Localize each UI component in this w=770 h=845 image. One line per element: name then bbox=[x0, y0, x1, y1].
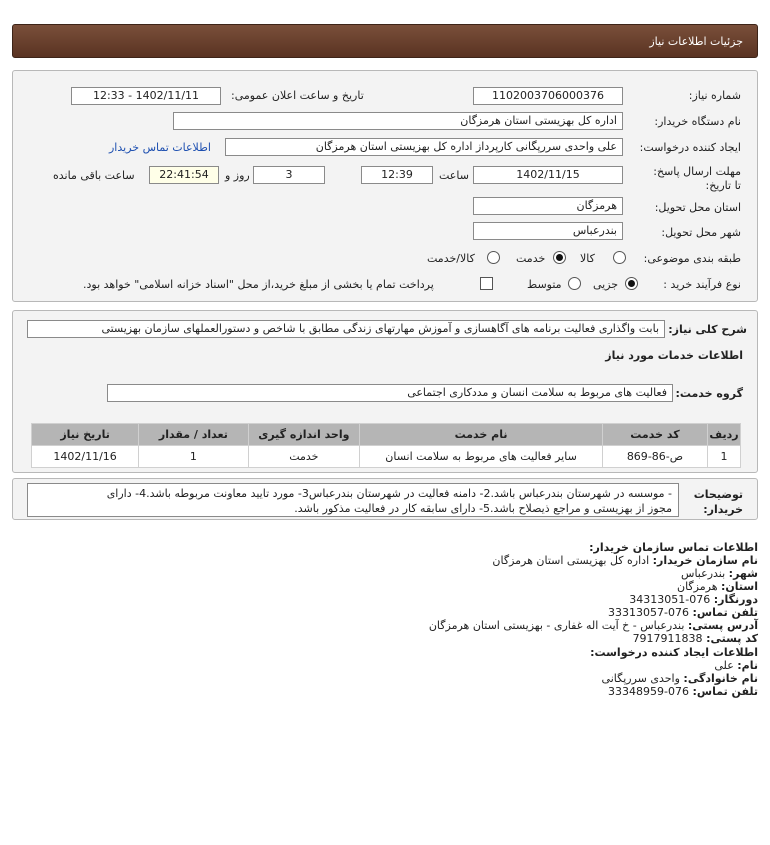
page-header bbox=[12, 24, 758, 58]
process-radio-medium[interactable] bbox=[568, 277, 581, 290]
cell-need-date: 1402/11/16 bbox=[32, 446, 139, 468]
col-header-row: ردیف bbox=[707, 424, 740, 446]
process-option-minor: جزیی bbox=[593, 278, 619, 291]
col-header-quantity: تعداد / مقدار bbox=[139, 424, 248, 446]
service-items-table bbox=[31, 423, 741, 468]
category-radio-goods[interactable] bbox=[613, 251, 626, 264]
creator-name-line: نام: علی bbox=[714, 659, 758, 672]
summary-field: بابت واگذاری فعالیت برنامه های آگاهسازی و آموزش مهارتهای زندگی مطابق با شاخص و دستورالعملهای سازمان بهزیستی bbox=[27, 320, 665, 338]
deadline-date-field: 1402/11/15 bbox=[473, 166, 623, 184]
services-heading: اطلاعات خدمات مورد نیاز bbox=[605, 349, 743, 362]
need-number-field: 1102003706000376 bbox=[473, 87, 623, 105]
category-option-goods: کالا bbox=[580, 252, 595, 265]
deadline-label: مهلت ارسال پاسخ: تا تاریخ: bbox=[653, 165, 741, 192]
buyer-org-label: نام دستگاه خریدار: bbox=[654, 115, 741, 128]
process-type-label: نوع فرآیند خرید : bbox=[663, 278, 741, 291]
category-radio-service[interactable] bbox=[553, 251, 566, 264]
buyer-address-line: آدرس پستی: بندرعباس - خ آیت اله غفاری - بهزیستی استان هرمزگان bbox=[428, 619, 758, 632]
buyer-contact-heading: اطلاعات تماس سازمان خریدار: bbox=[589, 541, 758, 554]
treasury-payment-note: پرداخت تمام یا بخشی از مبلغ خرید،از محل "اسناد خزانه اسلامی" خواهد بود. bbox=[83, 278, 434, 291]
remaining-time-label: ساعت باقی مانده bbox=[53, 169, 135, 182]
buyer-notes-line-1: - موسسه در شهرستان بندرعباس باشد.2- دامنه فعالیت در شهرستان بندرعباس3- مورد تایید معاونت مربوطه باشد.4- دارای bbox=[106, 487, 672, 500]
announce-date-field: 1402/11/11 - 12:33 bbox=[71, 87, 221, 105]
remaining-time-field: 22:41:54 bbox=[149, 166, 219, 184]
category-option-goods-service: کالا/خدمت bbox=[427, 252, 475, 265]
category-label: طبقه بندی موضوعی: bbox=[643, 252, 741, 265]
cell-quantity: 1 bbox=[139, 446, 248, 468]
service-group-label: گروه خدمت: bbox=[675, 387, 743, 400]
table-row bbox=[32, 446, 741, 468]
page-title: جزئیات اطلاعات نیاز bbox=[649, 35, 743, 48]
service-group-field: فعالیت های مربوط به سلامت انسان و مددکاری اجتماعی bbox=[107, 384, 673, 402]
need-details-panel bbox=[12, 70, 758, 302]
buyer-fax-line: دورنگار: 076-34313051 bbox=[629, 593, 758, 606]
buyer-postal-line: کد پستی: 7917911838 bbox=[632, 632, 758, 645]
process-option-medium: متوسط bbox=[527, 278, 562, 291]
province-field: هرمزگان bbox=[473, 197, 623, 215]
days-remaining-field: 3 bbox=[253, 166, 325, 184]
deadline-time-label: ساعت bbox=[439, 169, 469, 182]
buyer-province-line: استان: هرمزگان bbox=[677, 580, 758, 593]
category-option-service: خدمت bbox=[516, 252, 546, 265]
creator-phone-line: تلفن تماس: 076-33348959 bbox=[608, 685, 758, 698]
buyer-notes-label: توضیحات خریدار: bbox=[693, 488, 743, 516]
creator-family-line: نام خانوادگی: واحدی سررپگانی bbox=[601, 672, 758, 685]
col-header-code: کد خدمت bbox=[602, 424, 707, 446]
creator-field: علی واحدی سررپگانی کارپرداز اداره کل بهزیستی استان هرمزگان bbox=[225, 138, 623, 156]
col-header-date: تاریخ نیاز bbox=[32, 424, 139, 446]
creator-contact-heading: اطلاعات ایجاد کننده درخواست: bbox=[590, 646, 758, 659]
city-field: بندرعباس bbox=[473, 222, 623, 240]
treasury-payment-checkbox[interactable] bbox=[480, 277, 493, 290]
buyer-org-line: نام سازمان خریدار: اداره کل بهزیستی استان هرمزگان bbox=[492, 554, 758, 567]
category-radio-goods-service[interactable] bbox=[487, 251, 500, 264]
city-label: شهر محل تحویل: bbox=[661, 226, 741, 239]
cell-service-name: سایر فعالیت های مربوط به سلامت انسان bbox=[360, 446, 603, 468]
province-label: استان محل تحویل: bbox=[654, 201, 741, 214]
buyer-org-field: اداره کل بهزیستی استان هرمزگان bbox=[173, 112, 623, 130]
buyer-contact-link[interactable]: اطلاعات تماس خریدار bbox=[109, 141, 211, 154]
cell-service-code: ص-86-869 bbox=[602, 446, 707, 468]
buyer-city-line: شهر: بندرعباس bbox=[681, 567, 758, 580]
buyer-notes-panel bbox=[12, 478, 758, 520]
buyer-phone-line: تلفن تماس: 076-33313057 bbox=[608, 606, 758, 619]
table-header-row bbox=[32, 424, 741, 446]
process-radio-minor[interactable] bbox=[625, 277, 638, 290]
summary-label: شرح کلی نیاز: bbox=[668, 323, 747, 336]
need-number-label: شماره نیاز: bbox=[688, 89, 741, 102]
col-header-name: نام خدمت bbox=[360, 424, 603, 446]
days-label: روز و bbox=[225, 169, 250, 182]
creator-label: ایجاد کننده درخواست: bbox=[639, 141, 741, 154]
col-header-unit: واحد اندازه گیری bbox=[248, 424, 360, 446]
cell-row-number: 1 bbox=[707, 446, 740, 468]
announce-date-label: تاریخ و ساعت اعلان عمومی: bbox=[231, 89, 364, 102]
buyer-notes-field bbox=[27, 483, 679, 517]
deadline-time-field: 12:39 bbox=[361, 166, 433, 184]
service-summary-panel bbox=[12, 310, 758, 473]
cell-unit: خدمت bbox=[248, 446, 360, 468]
buyer-notes-line-2: مجوز از بهزیستی و مراجع ذیصلاح باشد.5- دارای سابقه کار در فعالیت مذکور باشد. bbox=[294, 502, 672, 515]
